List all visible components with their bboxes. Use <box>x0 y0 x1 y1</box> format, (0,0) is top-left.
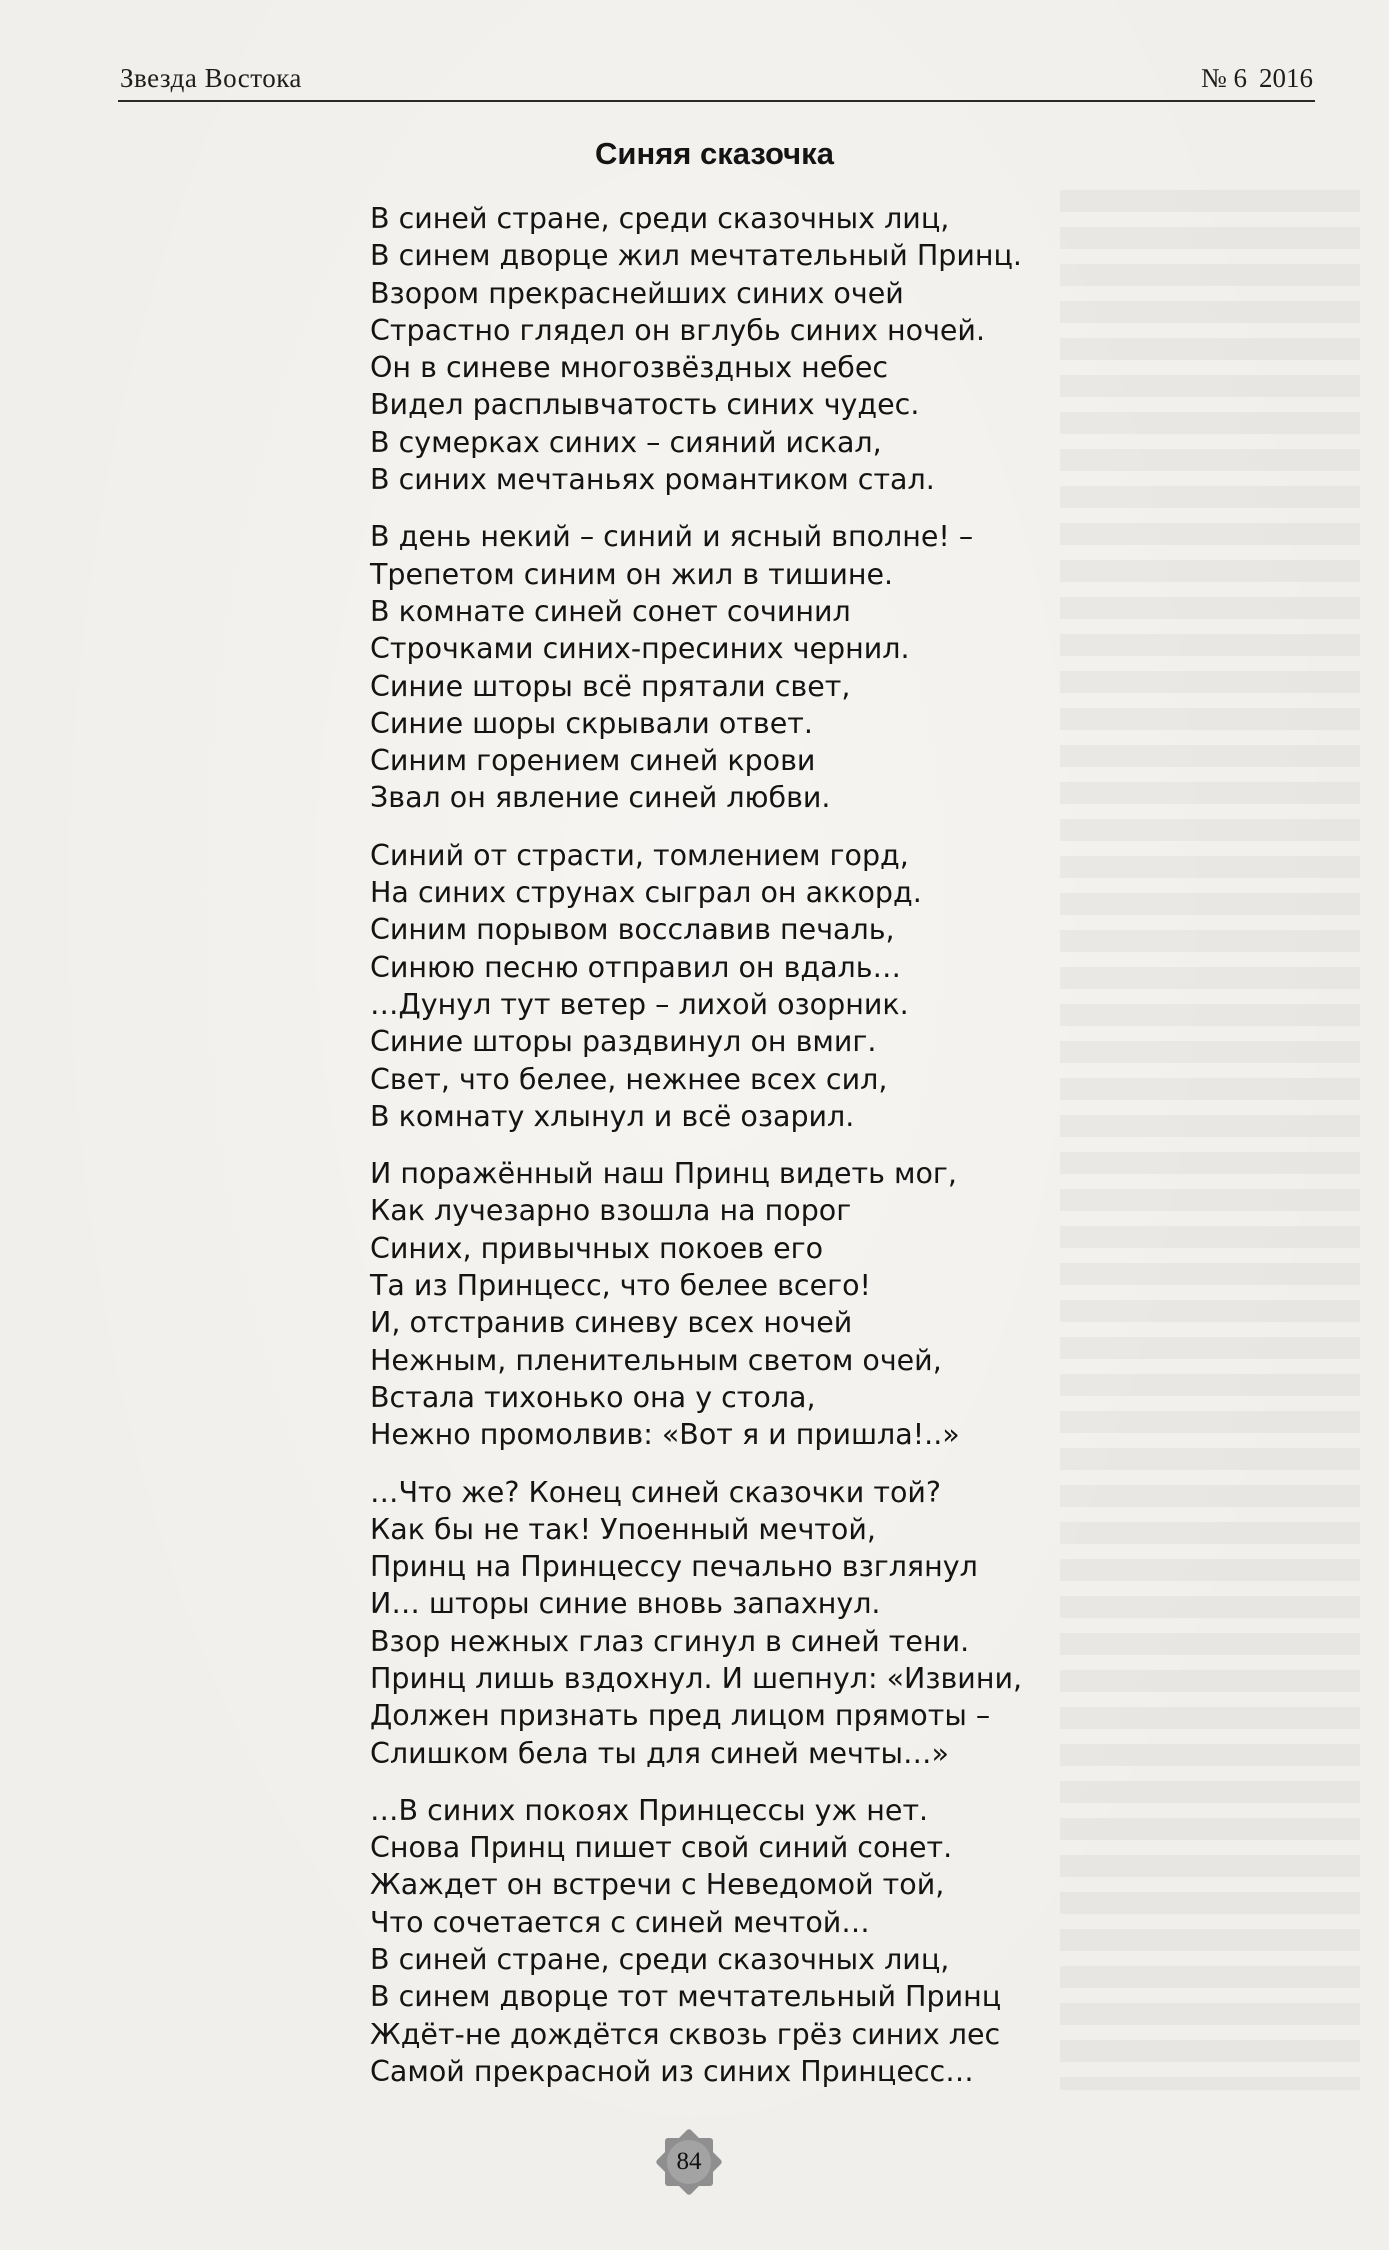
poem-line: …Что же? Конец синей сказочки той? <box>370 1475 942 1509</box>
poem-line: Как лучезарно взошла на порог <box>370 1194 852 1228</box>
poem-line: Строчками синих-пресиних чернил. <box>370 632 910 666</box>
poem-line: Принц на Принцессу печально взглянул <box>370 1550 978 1584</box>
poem-line: Как бы не так! Упоенный мечтой, <box>370 1512 876 1546</box>
poem-line: Синим горением синей крови <box>370 744 816 778</box>
poem-line: Встала тихонько она у стола, <box>370 1380 816 1414</box>
poem-body <box>370 200 1090 2090</box>
stanza <box>370 1792 1090 2090</box>
poem-title: Синяя сказочка <box>595 136 834 171</box>
poem-line: Он в синеве многозвёздных небес <box>370 351 889 385</box>
poem-line: Должен признать пред лицом прямоты – <box>370 1699 991 1733</box>
poem-line: В день некий – синий и ясный вполне! – <box>370 520 974 554</box>
stanza <box>370 837 1090 1135</box>
issue-year: 2016 <box>1259 63 1313 93</box>
issue-info <box>1189 63 1313 94</box>
poem-line: Принц лишь вздохнул. И шепнул: «Извини, <box>370 1661 1023 1695</box>
poem-line: В синем дворце жил мечтательный Принц. <box>370 239 1022 273</box>
poem-line: Трепетом синим он жил в тишине. <box>370 557 894 591</box>
poem-line: Та из Принцесс, что белее всего! <box>370 1269 871 1303</box>
page-number: 84 <box>676 2148 702 2175</box>
stanza <box>370 1155 1090 1453</box>
poem-line: Свет, что белее, нежнее всех сил, <box>370 1062 888 1096</box>
poem-line: На синих струнах сыграл он аккорд. <box>370 876 922 910</box>
poem-line: Страстно глядел он вглубь синих ночей. <box>370 313 986 347</box>
poem-line: Снова Принц пишет свой синий сонет. <box>370 1831 953 1865</box>
poem-line: Синий от страсти, томлением горд, <box>370 838 909 872</box>
poem-line: Нежным, пленительным светом очей, <box>370 1343 942 1377</box>
poem-line: В сумерках синих – сияний искал, <box>370 425 882 459</box>
poem-line: Ждёт-не дождётся сквозь грёз синих лес <box>370 2017 1001 2051</box>
poem-line: Что сочетается с синей мечтой… <box>370 1905 870 1939</box>
poem-line: В комнате синей сонет сочинил <box>370 594 851 628</box>
poem-line: В синей стране, среди сказочных лиц, <box>370 202 950 235</box>
poem-line: И, отстранив синеву всех ночей <box>370 1306 853 1340</box>
page-number-badge <box>653 2126 725 2198</box>
show-through-texture <box>1060 190 1360 2090</box>
poem-line: Синие шторы раздвинул он вмиг. <box>370 1025 877 1059</box>
poem-line: Взор нежных глаз сгинул в синей тени. <box>370 1624 970 1658</box>
poem-line: И поражённый наш Принц видеть мог, <box>370 1157 957 1191</box>
poem-line: В синем дворце тот мечтательный Принц <box>370 1980 1002 2014</box>
poem-line: Нежно промолвив: «Вот я и пришла!..» <box>370 1418 960 1452</box>
stanza <box>370 1474 1090 1772</box>
issue-number: № 6 <box>1200 63 1247 93</box>
poem-line: В комнату хлынул и всё озарил. <box>370 1099 855 1133</box>
poem-line: И… шторы синие вновь запахнул. <box>370 1587 881 1621</box>
poem-line: Синие шторы всё прятали свет, <box>370 669 851 703</box>
poem-line: Жаждет он встречи с Неведомой той, <box>370 1868 945 1902</box>
stanza <box>370 518 1090 816</box>
poem-line: В синих мечтаньях романтиком стал. <box>370 463 935 497</box>
running-header <box>118 58 1315 102</box>
poem-line: …В синих покоях Принцессы уж нет. <box>370 1793 929 1827</box>
poem-line: Звал он явление синей любви. <box>370 781 831 815</box>
poem-line: Синие шоры скрывали ответ. <box>370 706 813 740</box>
stanza <box>370 200 1090 498</box>
poem-line: …Дунул тут ветер – лихой озорник. <box>370 987 909 1021</box>
poem-line: Слишком бела ты для синей мечты…» <box>370 1736 949 1770</box>
poem-line: Взором прекраснейших синих очей <box>370 276 904 310</box>
poem-line: Видел расплывчатость синих чудес. <box>370 388 920 422</box>
poem-line: В синей стране, среди сказочных лиц, <box>370 1943 950 1977</box>
poem-line: Синих, привычных покоев его <box>370 1231 824 1265</box>
poem-line: Синюю песню отправил он вдаль… <box>370 950 902 984</box>
poem-line: Синим порывом восславив печаль, <box>370 913 895 947</box>
journal-name: Звезда Востока <box>120 63 302 93</box>
poem-line: Самой прекрасной из синих Принцесс… <box>370 2054 974 2088</box>
